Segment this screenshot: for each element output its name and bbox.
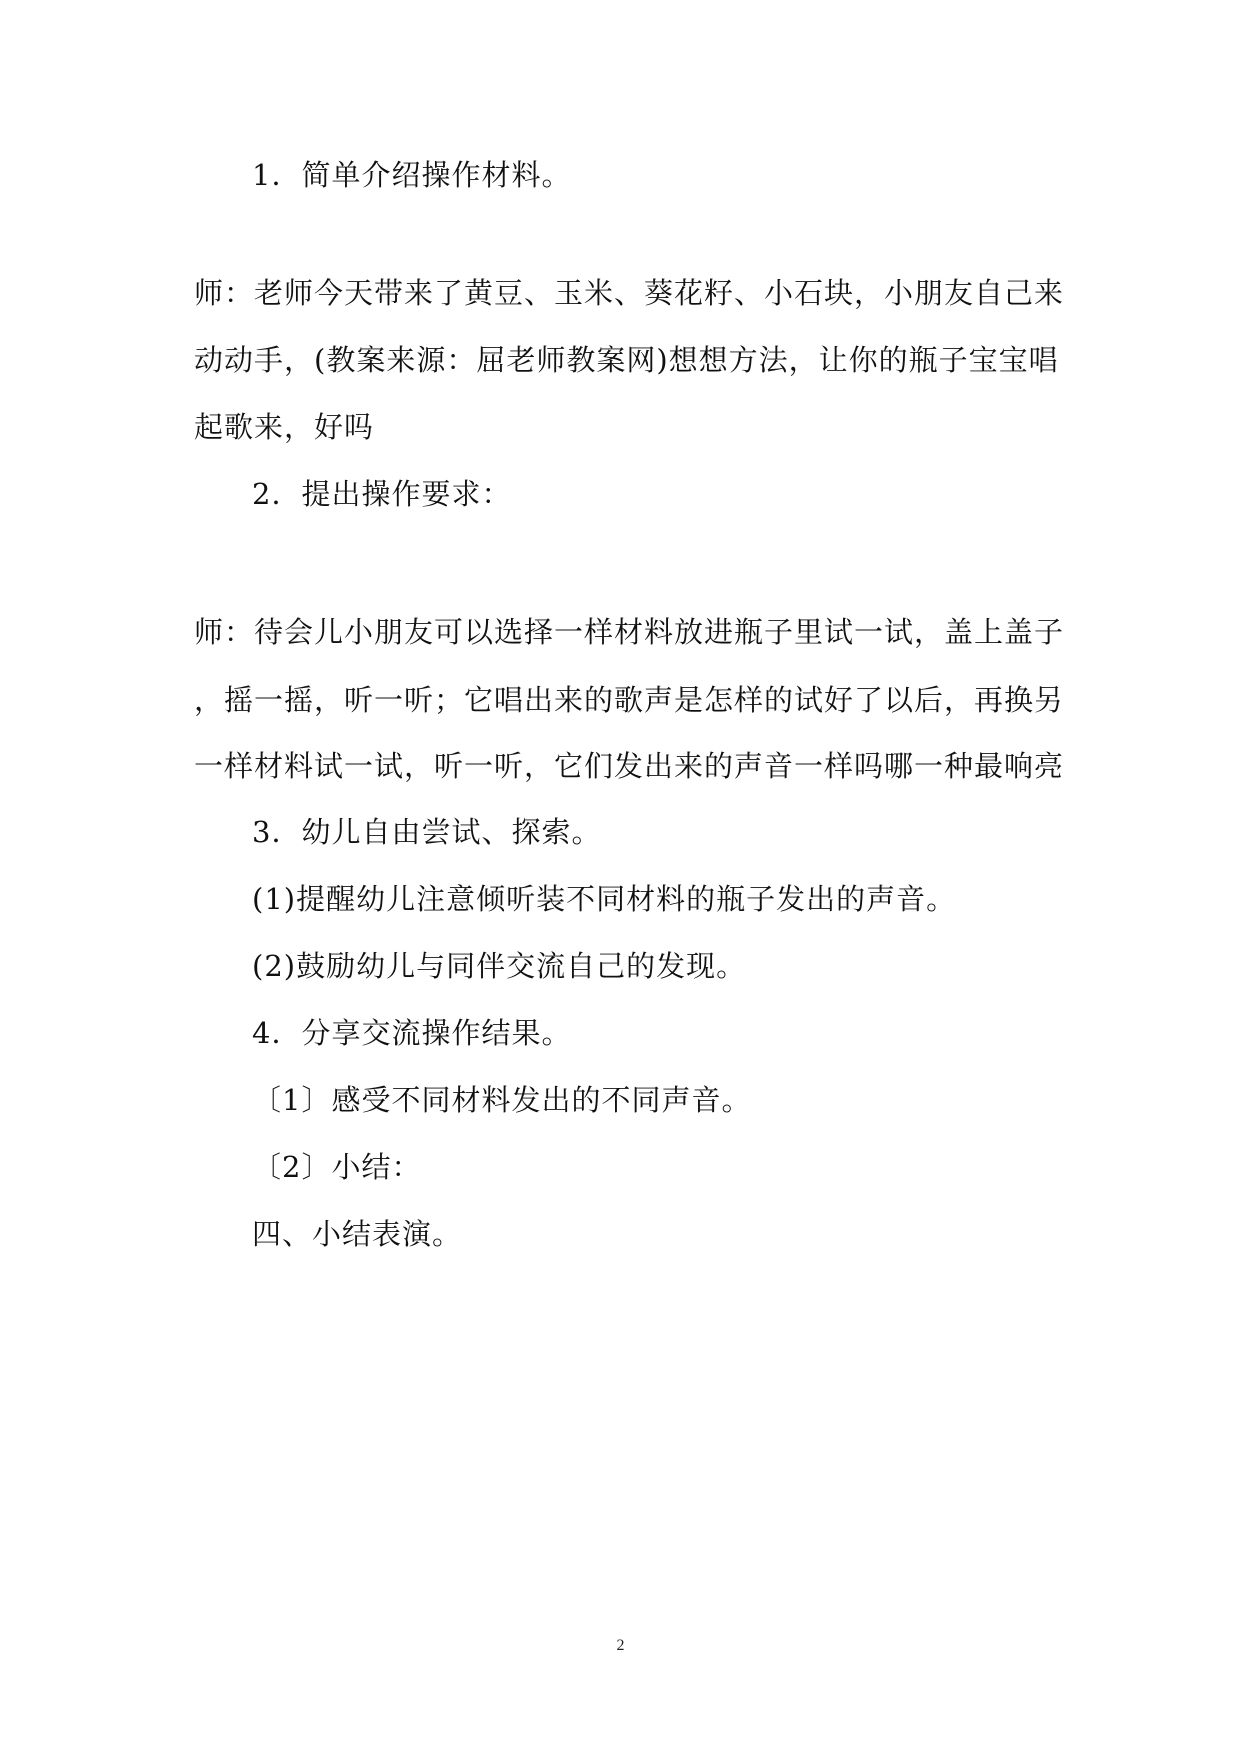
step2-teacher-line-3: 一样材料试一试，听一听，它们发出来的声音一样吗哪一种最响亮 — [194, 749, 1065, 783]
step1-teacher-line-2: 动动手，(教案来源：屈老师教案网)想想方法，让你的瓶子宝宝唱 — [194, 343, 1059, 377]
step1-teacher-line-1: 师：老师今天带来了黄豆、玉米、葵花籽、小石块，小朋友自己来 — [194, 276, 1065, 310]
step3-item-1: (1)提醒幼儿注意倾听装不同材料的瓶子发出的声音。 — [252, 882, 957, 916]
section4-heading: 四、小结表演。 — [252, 1217, 463, 1251]
step4-item-1: 〔1〕感受不同材料发出的不同声音。 — [252, 1083, 752, 1117]
step4-heading: 4．分享交流操作结果。 — [252, 1016, 572, 1050]
step2-heading: 2．提出操作要求： — [252, 477, 512, 511]
step2-teacher-line-2: ，摇一摇，听一听；它唱出来的歌声是怎样的试好了以后，再换另 — [194, 683, 1065, 717]
step2-teacher-line-1: 师：待会儿小朋友可以选择一样材料放进瓶子里试一试，盖上盖子 — [194, 615, 1065, 649]
step3-item-2: (2)鼓励幼儿与同伴交流自己的发现。 — [252, 949, 747, 983]
step4-item-2: 〔2〕小结： — [252, 1150, 422, 1184]
step3-heading: 3．幼儿自由尝试、探索。 — [252, 815, 602, 849]
step1-teacher-line-3: 起歌来，好吗 — [194, 410, 375, 444]
page-number: 2 — [616, 1637, 625, 1654]
step1-heading: 1．简单介绍操作材料。 — [252, 158, 572, 192]
